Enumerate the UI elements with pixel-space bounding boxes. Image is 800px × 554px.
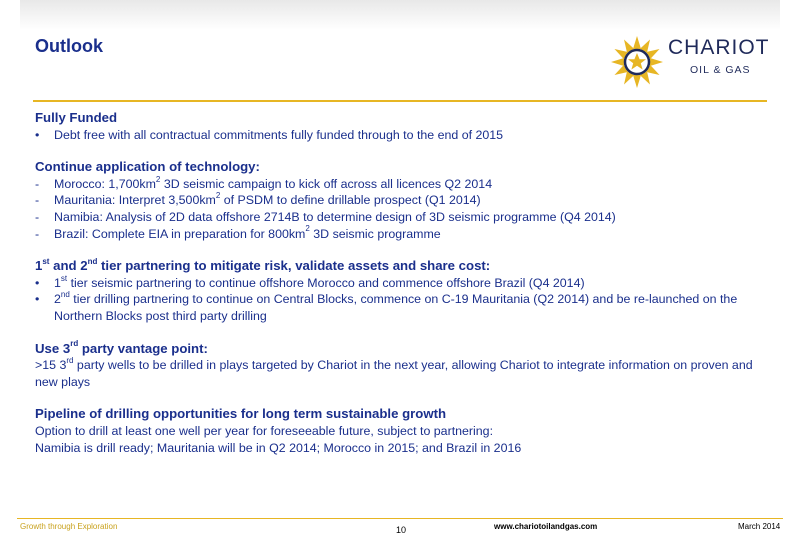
footer-tagline: Growth through Exploration xyxy=(20,522,118,531)
item-text: 3D seismic programme xyxy=(309,226,441,241)
item-text: of PSDM to define drillable prospect (Q1 2014) xyxy=(220,193,481,208)
section-heading-technology: Continue application of technology: xyxy=(35,159,260,175)
item-text: Brazil: Complete EIA in preparation for 800km xyxy=(54,226,306,241)
list-item xyxy=(35,226,775,243)
footer-divider xyxy=(17,518,783,519)
superscript: 2 xyxy=(305,224,310,234)
slide-content xyxy=(35,110,775,456)
logo-subtitle: OIL & GAS xyxy=(690,64,751,76)
section-heading-partnering: 1st and 2nd tier partnering to mitigate risk, validate assets and share cost: xyxy=(35,256,491,274)
section-heading-vantage: Use 3rd party vantage point: xyxy=(35,339,208,356)
footer-url: www.chariotoilandgas.com xyxy=(494,522,598,531)
list-item: • 1st tier seismic partnering to continue offshore Morocco and commence offshore Brazil (Q4 2014) xyxy=(35,273,585,290)
superscript: 2 xyxy=(215,191,221,201)
item-text: Morocco: 1,700km xyxy=(54,176,156,191)
list-item xyxy=(35,176,775,193)
item-text: 3D seismic campaign to kick off across all licences Q2 2014 xyxy=(160,176,493,191)
section-heading-pipeline: Pipeline of drilling opportunities for long term sustainable growth xyxy=(35,406,447,422)
dash-marker: - xyxy=(35,209,40,224)
dash-marker: - xyxy=(35,176,40,191)
list-item xyxy=(35,209,775,226)
company-logo xyxy=(610,32,770,92)
paragraph: >15 3rd party wells to be drilled in plays targeted by Chariot in the next year, allowing Chariot to integrate information on proven and new plays xyxy=(35,356,753,389)
section-heading-funded: Fully Funded xyxy=(35,110,118,125)
top-gradient-bar xyxy=(20,0,780,30)
bullet-marker: • xyxy=(35,127,40,142)
page-number: 10 xyxy=(396,525,407,535)
footer-date: March 2014 xyxy=(738,522,781,531)
dash-marker: - xyxy=(35,226,40,241)
list-item xyxy=(35,192,775,209)
header-divider xyxy=(33,100,767,102)
sun-wheel-icon xyxy=(610,32,666,92)
item-text: Debt free with all contractual commitments fully funded through to the end of 2015 xyxy=(54,127,504,142)
item-text: Namibia: Analysis of 2D data offshore 2714B to determine design of 3D seismic programme (Q4 2014) xyxy=(54,209,616,224)
paragraph: Namibia is drill ready; Mauritania will be in Q2 2014; Morocco in 2015; and Brazil in 2016 xyxy=(35,440,522,455)
superscript: 2 xyxy=(155,174,161,184)
bullet-marker: • xyxy=(35,275,40,290)
logo-wordmark: CHARIOT xyxy=(668,36,770,59)
page-title: Outlook xyxy=(35,36,103,56)
paragraph: Option to drill at least one well per year for foreseeable future, subject to partnering: xyxy=(35,423,494,438)
item-text: Mauritania: Interpret 3,500km xyxy=(54,193,216,208)
list-item xyxy=(35,127,775,144)
bullet-marker: • xyxy=(35,292,40,307)
dash-marker: - xyxy=(35,193,40,208)
list-item: • 2nd tier drilling partnering to continue on Central Blocks, commence on C-19 Mauritania (Q2 2014) and be re-launched on the Northern Blocks post third party drilling xyxy=(35,290,738,323)
